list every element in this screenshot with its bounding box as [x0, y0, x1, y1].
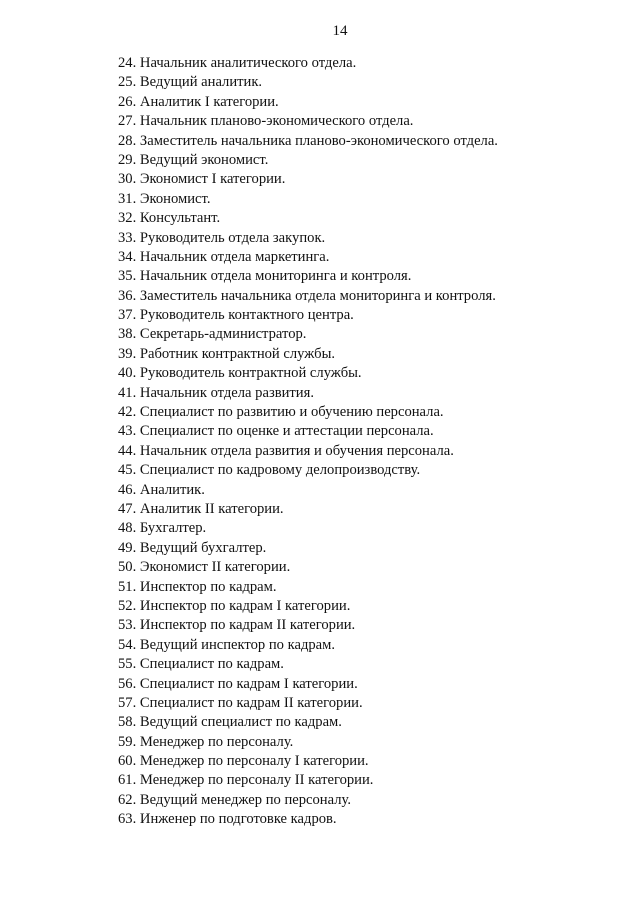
list-item-text: Начальник отдела мониторинга и контроля.	[139, 268, 412, 285]
list-item-number: 43.	[118, 423, 137, 440]
list-item-text: Инженер по подготовке кадров.	[139, 811, 337, 828]
list-item	[118, 364, 618, 383]
list-item	[118, 170, 618, 189]
page-number: 14	[332, 23, 348, 39]
list-item-text: Аналитик.	[139, 481, 205, 498]
list-item	[118, 771, 618, 790]
list-item-number: 25.	[118, 74, 137, 91]
list-item-text: Ведущий инспектор по кадрам.	[139, 636, 336, 653]
list-item	[118, 713, 618, 732]
list-item-number: 26.	[118, 93, 137, 110]
list-item-text: Экономист I категории.	[139, 171, 286, 188]
list-item	[118, 384, 618, 403]
list-item-text: Заместитель начальника отдела мониторинга и контроля.	[139, 287, 496, 304]
list-item-number: 57.	[118, 694, 137, 711]
list-item-number: 55.	[118, 656, 137, 673]
list-item-number: 24.	[118, 55, 137, 71]
list-item	[118, 325, 618, 344]
list-item-number: 39.	[118, 345, 137, 362]
list-item-number: 34.	[118, 248, 137, 265]
list-item-text: Аналитик I категории.	[139, 93, 279, 110]
job-title-list	[118, 54, 618, 830]
list-item-number: 36.	[118, 287, 137, 304]
list-item-text: Заместитель начальника планово-экономического отдела.	[139, 132, 498, 149]
list-item-number: 63.	[118, 811, 137, 828]
list-item	[118, 694, 618, 713]
list-item	[118, 132, 618, 151]
list-item-text: Менеджер по персоналу.	[139, 733, 294, 750]
list-item	[118, 442, 618, 461]
list-item-text: Экономист II категории.	[139, 559, 291, 576]
list-item-text: Ведущий экономист.	[139, 151, 269, 168]
list-item-number: 41.	[118, 384, 137, 401]
list-item-number: 44.	[118, 442, 137, 459]
list-item-text: Инспектор по кадрам I категории.	[139, 597, 351, 614]
list-item-text: Менеджер по персоналу I категории.	[139, 753, 369, 770]
list-item-text: Специалист по кадрам I категории.	[139, 675, 358, 692]
list-item-number: 28.	[118, 132, 137, 149]
list-item-text: Начальник отдела маркетинга.	[139, 248, 330, 265]
list-item-number: 50.	[118, 559, 137, 576]
list-item	[118, 54, 618, 73]
list-item-number: 58.	[118, 714, 137, 731]
list-item	[118, 616, 618, 635]
list-item-text: Руководитель отдела закупок.	[139, 229, 326, 246]
list-item-number: 33.	[118, 229, 137, 246]
list-item-text: Менеджер по персоналу II категории.	[139, 772, 374, 789]
list-item-number: 47.	[118, 500, 137, 517]
list-item	[118, 403, 618, 422]
list-item-text: Ведущий специалист по кадрам.	[139, 714, 342, 731]
list-item	[118, 539, 618, 558]
list-item-number: 30.	[118, 171, 137, 188]
list-item-number: 53.	[118, 617, 137, 634]
list-item-text: Ведущий менеджер по персоналу.	[139, 791, 351, 808]
list-item-text: Начальник отдела развития.	[139, 384, 314, 401]
list-item	[118, 287, 618, 306]
list-item	[118, 500, 618, 519]
list-item	[118, 752, 618, 771]
list-item	[118, 248, 618, 267]
list-item-text: Специалист по оценке и аттестации персонала.	[139, 423, 434, 440]
list-item	[118, 93, 618, 112]
list-item	[118, 112, 618, 131]
list-item-text: Руководитель контактного центра.	[139, 307, 354, 324]
list-item-number: 42.	[118, 404, 137, 421]
list-item-text: Консультант.	[139, 210, 221, 227]
list-item-text: Начальник отдела развития и обучения персонала.	[139, 442, 454, 459]
list-item-number: 48.	[118, 520, 137, 537]
list-item	[118, 267, 618, 286]
list-item	[118, 209, 618, 228]
list-item-number: 37.	[118, 307, 137, 324]
list-item	[118, 558, 618, 577]
list-item-number: 60.	[118, 753, 137, 770]
list-item	[118, 791, 618, 810]
list-item	[118, 675, 618, 694]
list-item-number: 54.	[118, 636, 137, 653]
list-item-text: Специалист по кадровому делопроизводству.	[139, 462, 421, 479]
list-item-text: Ведущий аналитик.	[139, 74, 263, 91]
list-item-text: Инспектор по кадрам II категории.	[139, 617, 356, 634]
list-item-number: 40.	[118, 365, 137, 382]
list-item	[118, 733, 618, 752]
list-item-text: Специалист по кадрам.	[139, 656, 284, 673]
list-item-text: Специалист по кадрам II категории.	[139, 694, 363, 711]
list-item-text: Работник контрактной службы.	[139, 345, 336, 362]
list-item-text: Аналитик II категории.	[139, 500, 284, 517]
list-item-number: 46.	[118, 481, 137, 498]
list-item-number: 52.	[118, 597, 137, 614]
list-item	[118, 597, 618, 616]
list-item	[118, 151, 618, 170]
list-item	[118, 73, 618, 92]
list-item-number: 45.	[118, 462, 137, 479]
list-item-text: Экономист.	[139, 190, 211, 207]
list-item	[118, 422, 618, 441]
list-item	[118, 345, 618, 364]
list-item-text: Начальник планово-экономического отдела.	[139, 113, 414, 130]
list-item	[118, 481, 618, 500]
list-item	[118, 655, 618, 674]
list-item-number: 59.	[118, 733, 137, 750]
list-item-text: Инспектор по кадрам.	[139, 578, 277, 595]
list-item-number: 56.	[118, 675, 137, 692]
list-item	[118, 461, 618, 480]
list-item-number: 35.	[118, 268, 137, 285]
list-item-number: 32.	[118, 210, 137, 227]
list-item-number: 27.	[118, 113, 137, 130]
list-item-number: 31.	[118, 190, 137, 207]
list-item	[118, 519, 618, 538]
list-item-number: 62.	[118, 791, 137, 808]
list-item-number: 61.	[118, 772, 137, 789]
list-item-number: 49.	[118, 539, 137, 556]
list-item	[118, 636, 618, 655]
list-item-text: Бухгалтер.	[139, 520, 207, 537]
list-item-number: 38.	[118, 326, 137, 343]
list-item-text: Секретарь-администратор.	[139, 326, 307, 343]
list-item-number: 51.	[118, 578, 137, 595]
list-item	[118, 229, 618, 248]
list-item	[118, 578, 618, 597]
list-item-text: Руководитель контрактной службы.	[139, 365, 362, 382]
list-item	[118, 306, 618, 325]
list-item	[118, 190, 618, 209]
list-item-number: 29.	[118, 151, 137, 168]
list-item-text: Начальник аналитического отдела.	[139, 55, 357, 71]
list-item-text: Ведущий бухгалтер.	[139, 539, 267, 556]
list-item	[118, 810, 618, 829]
list-item-text: Специалист по развитию и обучению персонала.	[139, 404, 444, 421]
